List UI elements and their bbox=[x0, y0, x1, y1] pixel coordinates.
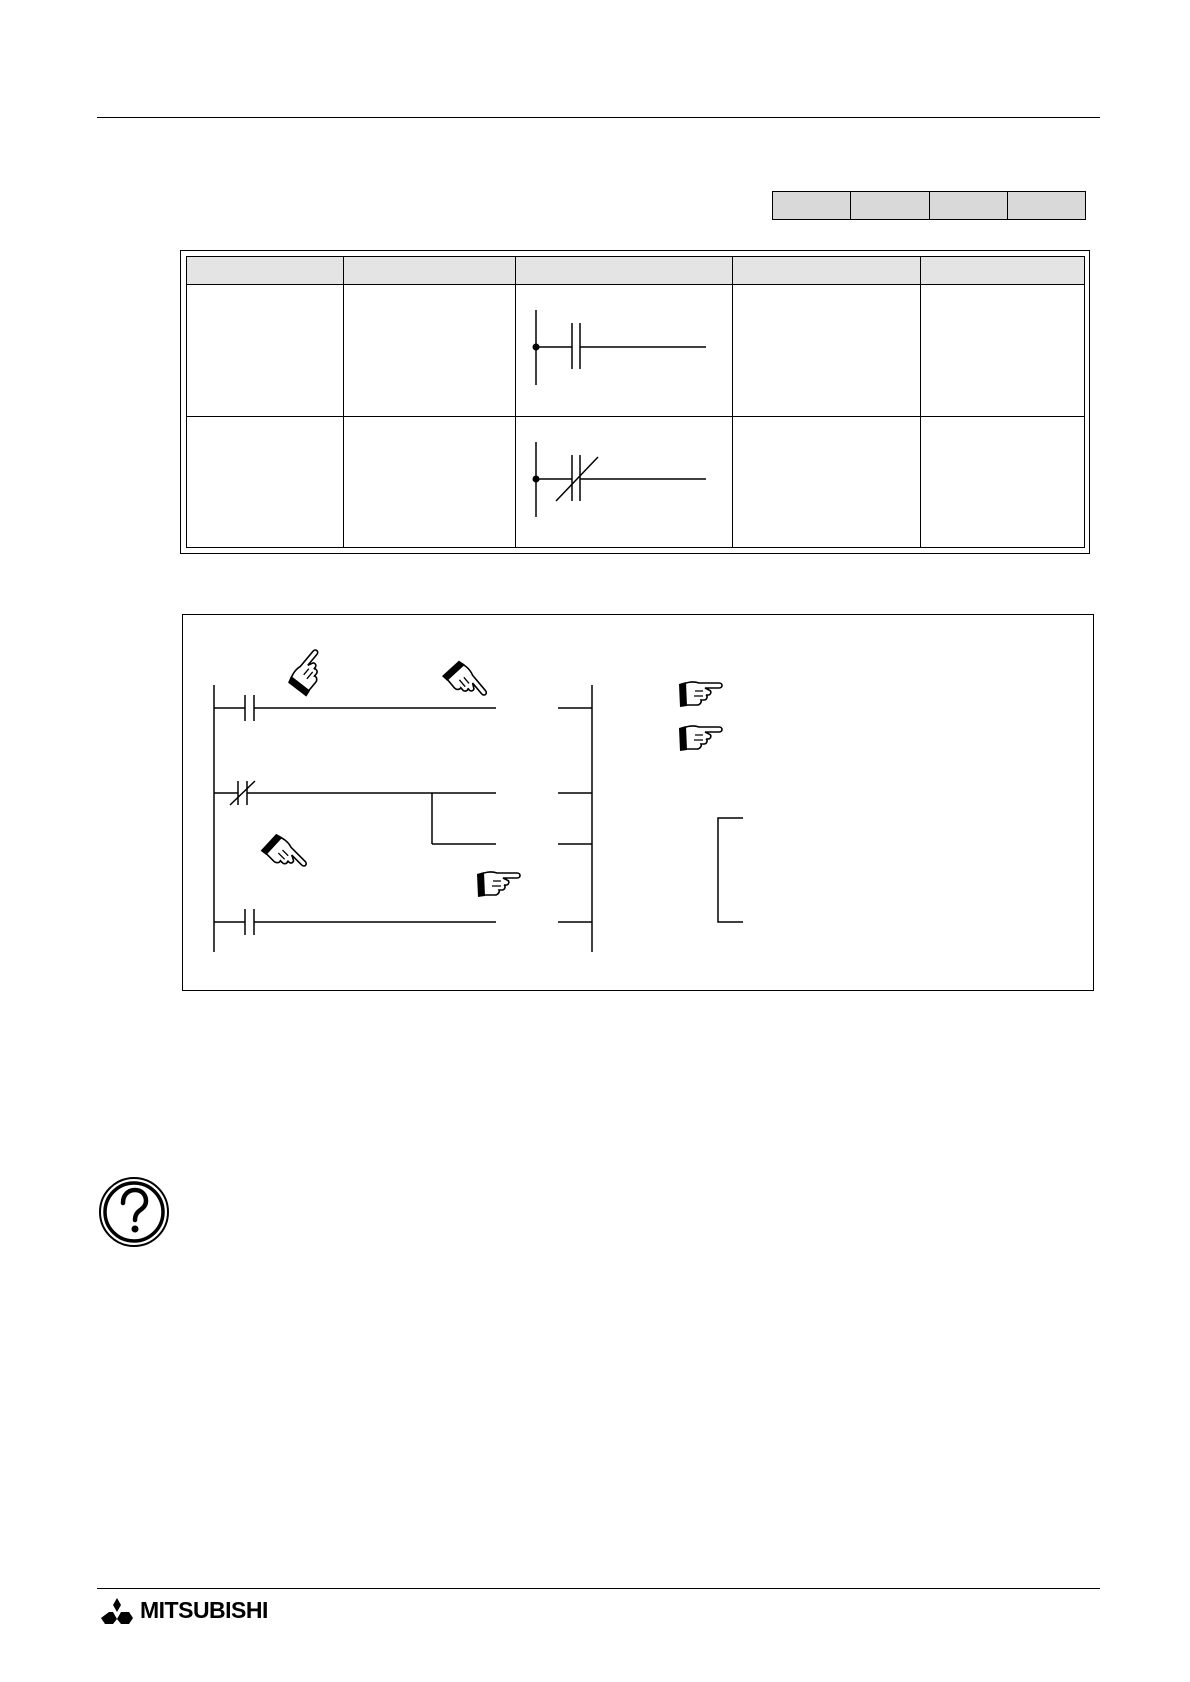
three-diamonds-icon bbox=[100, 1598, 134, 1624]
table-header-row bbox=[187, 257, 1085, 285]
column-header bbox=[344, 257, 516, 285]
column-header bbox=[516, 257, 733, 285]
pointing-hand-icon bbox=[441, 659, 488, 708]
pointing-hand-icon bbox=[477, 872, 520, 897]
normally-open-contact-icon bbox=[516, 285, 733, 415]
normally-closed-contact-icon bbox=[516, 417, 733, 547]
brand-name: MITSUBISHI bbox=[140, 1597, 268, 1623]
ladder-diagram bbox=[183, 615, 1093, 990]
header-rule bbox=[97, 117, 1100, 118]
table-cell bbox=[344, 285, 516, 417]
example-diagram-frame bbox=[182, 614, 1094, 991]
footer-rule bbox=[97, 1588, 1100, 1589]
rung-2 bbox=[214, 781, 592, 844]
rung-3 bbox=[214, 909, 592, 935]
column-header bbox=[921, 257, 1085, 285]
column-header bbox=[733, 257, 921, 285]
table-cell bbox=[921, 416, 1085, 548]
symbol-cell bbox=[516, 416, 733, 548]
bracket bbox=[718, 818, 743, 922]
pointing-hand-icon bbox=[260, 832, 308, 880]
column-header bbox=[187, 257, 344, 285]
table-cell bbox=[733, 416, 921, 548]
table-cell bbox=[921, 285, 1085, 417]
brand-logo bbox=[100, 1597, 268, 1624]
table-cell bbox=[187, 416, 344, 548]
pointing-hand-icon bbox=[679, 682, 722, 707]
applicability-cell bbox=[773, 192, 851, 219]
pointing-hand-icon bbox=[287, 648, 334, 697]
table-row bbox=[187, 285, 1085, 417]
symbol-cell bbox=[516, 285, 733, 417]
table-cell bbox=[344, 416, 516, 548]
applicability-grid bbox=[772, 191, 1086, 220]
instruction-table bbox=[186, 256, 1085, 548]
pointing-hand-icon bbox=[679, 726, 722, 751]
question-mark-icon bbox=[98, 1176, 170, 1248]
rung-1 bbox=[214, 695, 592, 721]
applicability-cell bbox=[930, 192, 1008, 219]
applicability-cell bbox=[1008, 192, 1085, 219]
table-row bbox=[187, 416, 1085, 548]
applicability-cell bbox=[851, 192, 929, 219]
table-cell bbox=[187, 285, 344, 417]
table-cell bbox=[733, 285, 921, 417]
instruction-table-frame bbox=[180, 250, 1090, 554]
